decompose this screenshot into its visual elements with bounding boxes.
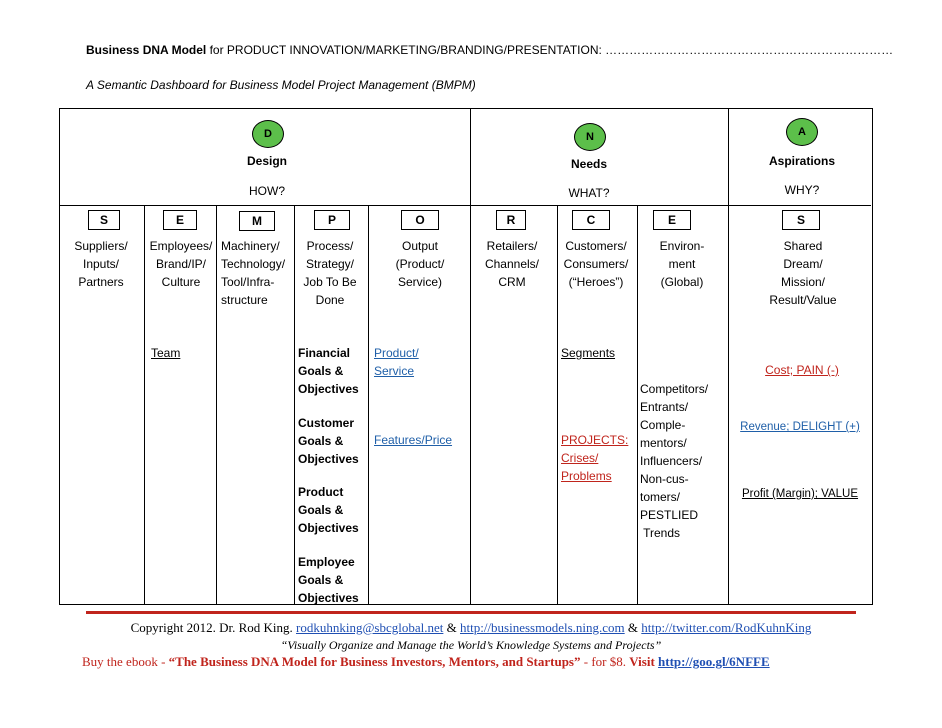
letter-box-employees: E <box>163 210 197 230</box>
col-retailers: Retailers/ Channels/ CRM <box>484 239 540 289</box>
needs-question: WHAT? <box>568 186 610 200</box>
footer-rule <box>86 611 856 614</box>
ebook-line: Buy the ebook - “The Business DNA Model for Business Investors, Mentors, and Startups” - for $8. Visit http://goo.gl/6NFFE <box>82 654 770 669</box>
team-link[interactable]: Team <box>151 346 181 360</box>
ebook-link[interactable]: http://goo.gl/6NFFE <box>658 654 770 669</box>
letter-box-machinery: M <box>239 211 275 231</box>
col-machinery: Machinery/ Technology/ Tool/Infra- structure <box>221 239 286 307</box>
letter-box-suppliers: S <box>88 210 120 230</box>
projects-link[interactable]: PROJECTS: Crises/ Problems <box>561 433 629 483</box>
col-customers: Customers/ Consumers/ (“Heroes”) <box>563 239 629 289</box>
features-price-link[interactable]: Features/Price <box>374 433 453 447</box>
col-shared: Shared Dream/ Mission/ Result/Value <box>769 239 837 307</box>
site-link[interactable]: http://businessmodels.ning.com <box>460 620 625 635</box>
cost-link[interactable]: Cost; PAIN (-) <box>765 363 839 377</box>
profit-link[interactable]: Profit (Margin); VALUE <box>741 488 859 500</box>
header-divider <box>60 205 871 206</box>
letter-box-retailers: R <box>496 210 526 230</box>
page-subtitle: A Semantic Dashboard for Business Model Project Management (BMPM) <box>86 78 476 92</box>
revenue-link[interactable]: Revenue; DELIGHT (+) <box>740 421 860 433</box>
letter-box-customers: C <box>572 210 610 230</box>
copyright-line: Copyright 2012. Dr. Rod King. rodkuhnking@sbcglobal.net & http://businessmodels.ning.com & http://twitter.com/RodKuhnKing <box>130 620 812 635</box>
col-divider <box>368 205 369 604</box>
needs-circle: N <box>574 123 606 151</box>
product-goals: Product Goals & Objectives <box>298 485 359 535</box>
aspirations-circle: A <box>786 118 818 146</box>
col-environment: Environ- ment (Global) <box>659 239 705 289</box>
employee-goals: Employee Goals & Objectives <box>298 555 359 605</box>
needs-label: Needs <box>570 157 608 171</box>
letter-box-process: P <box>314 210 350 230</box>
design-label: Design <box>246 154 287 168</box>
segments-link[interactable]: Segments <box>561 346 616 360</box>
col-process: Process/ Strategy/ Job To Be Done <box>303 239 357 307</box>
environment-list: Competitors/ Entrants/ Comple- mentors/ Influencers/ Non-cus- tomers/ PESTLIED Trends <box>640 382 709 540</box>
customer-goals: Customer Goals & Objectives <box>298 416 359 466</box>
col-output: Output (Product/ Service) <box>395 239 445 289</box>
col-suppliers: Suppliers/ Inputs/ Partners <box>74 239 128 289</box>
twitter-link[interactable]: http://twitter.com/RodKuhnKing <box>641 620 812 635</box>
design-question: HOW? <box>249 184 285 198</box>
header-divider-1 <box>470 109 471 205</box>
col-employees: Employees/ Brand/IP/ Culture <box>149 239 213 289</box>
product-service-link[interactable]: Product/ Service <box>374 346 419 378</box>
aspirations-label: Aspirations <box>768 154 835 168</box>
financial-goals: Financial Goals & Objectives <box>298 346 359 396</box>
letter-box-output: O <box>401 210 439 230</box>
design-circle: D <box>252 120 284 148</box>
aspirations-question: WHY? <box>784 183 820 197</box>
email-link[interactable]: rodkuhnking@sbcglobal.net <box>296 620 444 635</box>
letter-box-shared: S <box>782 210 820 230</box>
letter-box-environment: E <box>653 210 691 230</box>
dashboard-table <box>59 108 873 605</box>
header-divider-2 <box>728 109 729 205</box>
page-title: Business DNA Model for PRODUCT INNOVATION/MARKETING/BRANDING/PRESENTATION: ……………………………………………………………… <box>86 43 894 57</box>
tagline: “Visually Organize and Manage the World’s Knowledge Systems and Projects” <box>280 638 662 652</box>
